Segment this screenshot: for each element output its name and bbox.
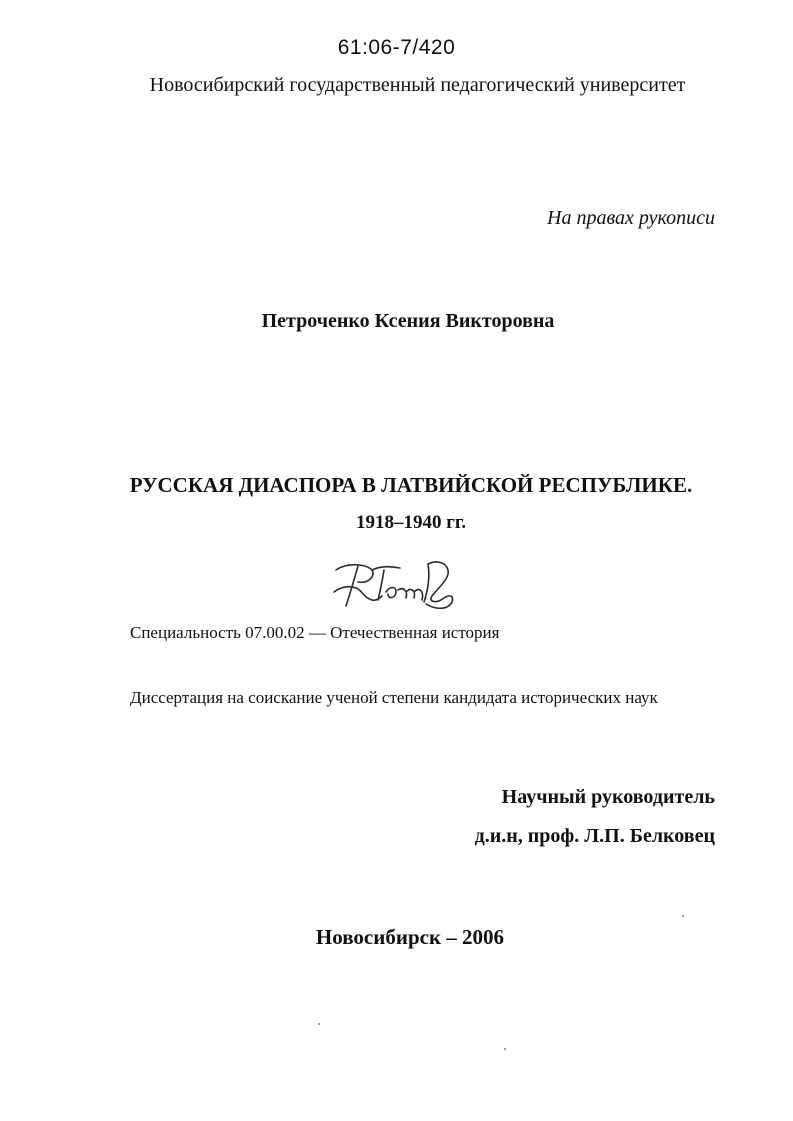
manuscript-rights-note: На правах рукописи xyxy=(547,207,715,229)
dissertation-title-years: 1918–1940 гг. xyxy=(355,512,467,533)
city-year: Новосибирск – 2006 xyxy=(315,925,505,949)
catalog-number: 61:06-7/420 xyxy=(337,36,456,59)
scan-speck xyxy=(504,1048,506,1050)
supervisor-label: Научный руководитель xyxy=(501,786,715,808)
university-name: Новосибирский государственный педагогический университет xyxy=(149,74,686,96)
scan-speck xyxy=(318,1023,320,1025)
author-name: Петроченко Ксения Викторовна xyxy=(261,310,555,332)
supervisor-name: д.и.н, проф. Л.П. Белковец xyxy=(474,825,715,847)
handwritten-signature xyxy=(328,556,468,626)
dissertation-title: РУССКАЯ ДИАСПОРА В ЛАТВИЙСКОЙ РЕСПУБЛИКЕ. xyxy=(129,473,693,497)
scan-speck xyxy=(682,915,684,917)
specialty-line: Специальность 07.00.02 — Отечественная история xyxy=(130,623,500,642)
dissertation-degree-line: Диссертация на соискание ученой степени кандидата исторических наук xyxy=(130,688,658,707)
